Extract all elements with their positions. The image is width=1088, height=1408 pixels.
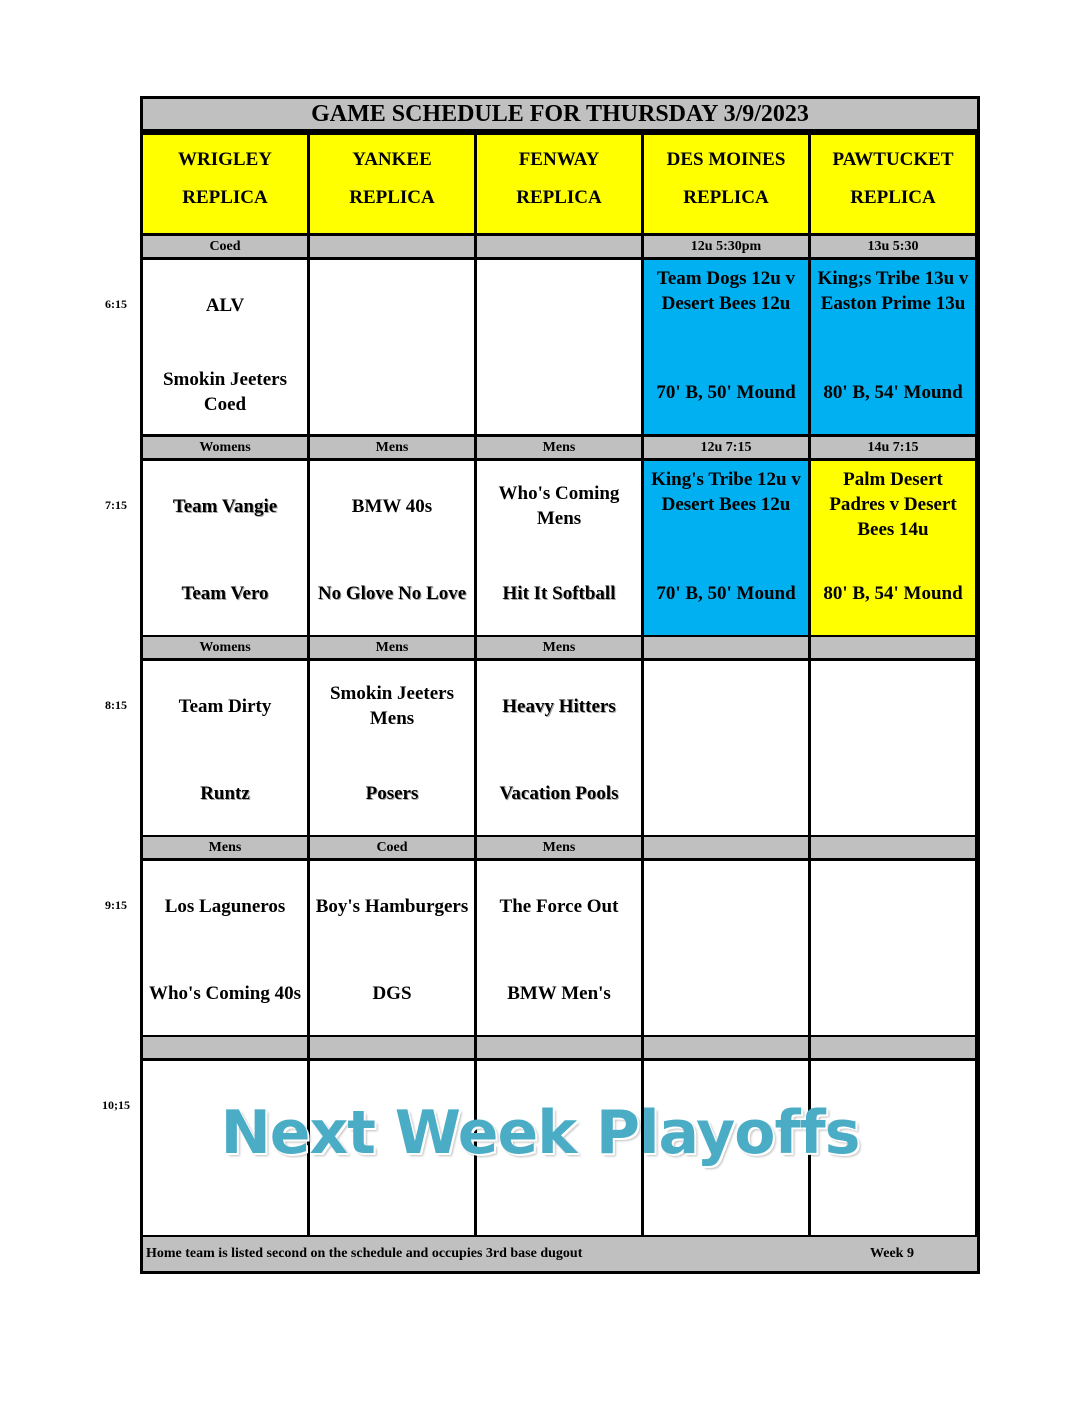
game-cell xyxy=(477,861,641,1035)
visiting-team: Smokin Jeeters Mens xyxy=(329,683,454,729)
home-team: Runtz xyxy=(200,782,250,804)
home-team: Who's Coming 40s xyxy=(148,982,302,1004)
division-label: 12u 5:30pm xyxy=(644,236,808,257)
field-name: FENWAY xyxy=(518,149,600,170)
time-slot-label: 7:15 xyxy=(105,498,127,512)
division-label: Coed xyxy=(310,837,474,858)
field-header-pawtucket xyxy=(811,135,975,233)
visiting-team: Heavy Hitters xyxy=(502,695,616,717)
game-cell xyxy=(811,260,975,434)
visiting-team xyxy=(813,661,973,751)
visiting-team: ALV xyxy=(205,294,245,316)
division-label xyxy=(477,1037,641,1058)
division-label: Mens xyxy=(310,437,474,458)
field-name: WRIGLEY xyxy=(178,149,272,170)
division-label xyxy=(811,837,975,858)
division-label: Coed xyxy=(143,236,307,257)
visiting-team: Who's Coming Mens xyxy=(498,483,620,529)
visiting-team xyxy=(479,260,639,350)
visiting-team: The Force Out xyxy=(499,895,619,917)
schedule-title: GAME SCHEDULE FOR THURSDAY 3/9/2023 xyxy=(143,99,977,132)
field-name: PAWTUCKET xyxy=(832,149,954,170)
division-label: 13u 5:30 xyxy=(811,236,975,257)
field-sub: REPLICA xyxy=(516,187,602,208)
field-name: DES MOINES xyxy=(666,149,786,170)
division-label: 12u 7:15 xyxy=(644,437,808,458)
game-cell xyxy=(310,461,474,635)
visiting-team: King;s Tribe 13u v Easton Prime 13u xyxy=(817,268,969,314)
home-team: 80' B, 54' Mound xyxy=(823,381,963,403)
division-label xyxy=(644,1037,808,1058)
division-label: Womens xyxy=(143,637,307,658)
field-sub: REPLICA xyxy=(850,187,936,208)
home-team: Vacation Pools xyxy=(499,782,619,804)
division-label xyxy=(143,1037,307,1058)
division-label: Mens xyxy=(310,637,474,658)
time-slot-label: 10;15 xyxy=(102,1098,130,1112)
visiting-team: Boy's Hamburgers xyxy=(315,895,469,917)
home-team: 70' B, 50' Mound xyxy=(656,582,796,604)
home-team: BMW Men's xyxy=(507,982,611,1004)
home-team: Smokin Jeeters Coed xyxy=(162,369,287,415)
game-cell xyxy=(143,260,307,434)
game-cell xyxy=(143,861,307,1035)
home-team xyxy=(646,751,806,835)
home-team xyxy=(813,751,973,835)
visiting-team: Team Dogs 12u v Desert Bees 12u xyxy=(656,268,796,314)
time-slot-label: 6:15 xyxy=(105,297,127,311)
playoffs-watermark: Next Week Playoffs xyxy=(220,1098,860,1168)
game-cell xyxy=(644,661,808,835)
visiting-team: King's Tribe 12u v Desert Bees 12u xyxy=(651,469,801,515)
home-team: 70' B, 50' Mound xyxy=(656,381,796,403)
time-slot-label: 9:15 xyxy=(105,898,127,912)
visiting-team xyxy=(646,661,806,751)
game-cell xyxy=(143,661,307,835)
home-team: Team Vero xyxy=(181,582,269,604)
field-sub: REPLICA xyxy=(349,187,435,208)
game-cell xyxy=(310,861,474,1035)
field-header-fenway xyxy=(477,135,641,233)
home-team xyxy=(813,951,973,1035)
game-cell xyxy=(477,461,641,635)
division-label xyxy=(644,637,808,658)
division-label xyxy=(811,1037,975,1058)
visiting-team xyxy=(646,861,806,951)
field-sub: REPLICA xyxy=(182,187,268,208)
division-label: Mens xyxy=(477,837,641,858)
field-sub: REPLICA xyxy=(683,187,769,208)
game-cell xyxy=(477,661,641,835)
division-label xyxy=(811,637,975,658)
game-cell xyxy=(310,661,474,835)
home-team: DGS xyxy=(372,982,412,1004)
field-name: YANKEE xyxy=(352,149,432,170)
visiting-team: Los Laguneros xyxy=(164,895,286,917)
division-label xyxy=(477,236,641,257)
division-label xyxy=(310,236,474,257)
division-label: Mens xyxy=(143,837,307,858)
home-team: Posers xyxy=(365,782,419,804)
field-header-des-moines xyxy=(644,135,808,233)
home-team: Hit It Softball xyxy=(502,582,616,604)
division-label: 14u 7:15 xyxy=(811,437,975,458)
game-cell xyxy=(644,861,808,1035)
game-cell xyxy=(310,260,474,434)
game-cell xyxy=(143,461,307,635)
game-cell xyxy=(477,260,641,434)
game-cell xyxy=(644,260,808,434)
visiting-team xyxy=(813,861,973,951)
division-label: Mens xyxy=(477,437,641,458)
home-team: 80' B, 54' Mound xyxy=(823,582,963,604)
home-team: No Glove No Love xyxy=(317,582,467,604)
division-label xyxy=(644,837,808,858)
field-header-wrigley xyxy=(143,135,307,233)
division-label: Womens xyxy=(143,437,307,458)
visiting-team xyxy=(312,260,472,350)
division-label: Mens xyxy=(477,637,641,658)
home-team xyxy=(646,951,806,1035)
visiting-team: Team Vangie xyxy=(172,495,278,517)
home-team xyxy=(312,350,472,434)
visiting-team: Team Dirty xyxy=(178,695,272,717)
game-cell xyxy=(811,461,975,635)
visiting-team: BMW 40s xyxy=(351,495,433,517)
time-slot-label: 8:15 xyxy=(105,698,127,712)
home-team xyxy=(479,350,639,434)
game-cell xyxy=(644,461,808,635)
visiting-team: Palm Desert Padres v Desert Bees 14u xyxy=(829,469,957,540)
home-team-note: Home team is listed second on the schedule and occupies 3rd base dugout xyxy=(146,1246,583,1261)
game-cell xyxy=(811,861,975,1035)
division-label xyxy=(310,1037,474,1058)
game-cell xyxy=(811,661,975,835)
field-header-yankee xyxy=(310,135,474,233)
week-label: Week 9 xyxy=(870,1246,914,1261)
schedule-footer xyxy=(143,1237,977,1271)
